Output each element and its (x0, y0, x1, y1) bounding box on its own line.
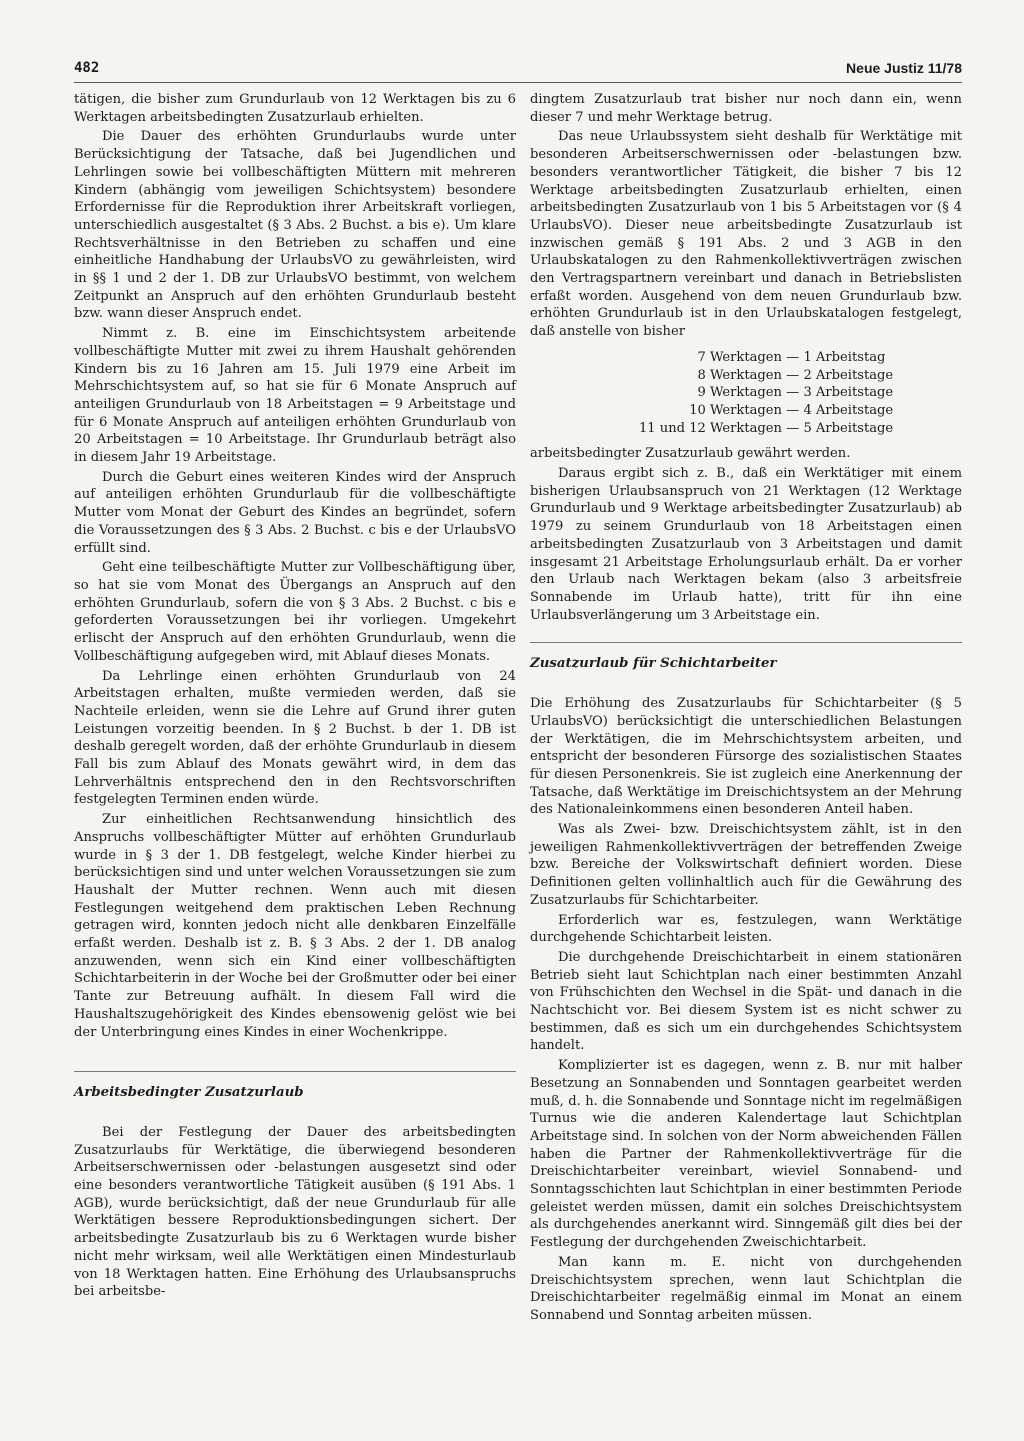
paragraph: Man kann m. E. nicht von durchgehenden Dreischichtsystem sprechen, wenn laut Schichtplan die Dreischichtarbeiter regelmäßig einmal im Monat an einem Sonnabend und Sonntag arbeiten müssen. (530, 1254, 962, 1323)
table-row (530, 367, 962, 385)
paragraph: arbeitsbedingter Zusatzurlaub gewährt werden. (530, 446, 851, 462)
header-rule (74, 82, 962, 83)
paragraph: Zur einheitlichen Rechtsanwendung hinsichtlich des Anspruchs vollbeschäftigter Mütter auf erhöhten Grundurlaub wurde in § 3 der 1. DB festgelegt, welche Kinder hierbei zu berücksichtigen sind und unter welchen Voraussetzungen sie zum Haushalt der Mutter rechnen. Wenn auch mit diesen Festlegungen weitgehend dem praktischen Leben Rechnung getragen wird, konnten jedoch nicht alle denkbaren Einzelfälle erfaßt werden. Deshalb ist z. B. § 3 Abs. 2 der 1. DB analog anzuwenden, wenn sich ein Kind einer vollbeschäftigten Schichtarbeiterin in der Woche bei der Großmutter oder bei einer Tante zur Betreuung aufhält. In diesem Fall wird die Haushaltszugehörigkeit des Kindes ebensowenig gelöst wie bei der Unterbringung eines Kindes in einer Wochenkrippe. (74, 812, 516, 1040)
paragraph: Das neue Urlaubssystem sieht deshalb für Werktätige mit besonderen Arbeitserschwernissen oder -belastungen bzw. besonders verantwortlicher Tätigkeit, die bisher 7 bis 12 Werktage arbeitsbedingten Zusatzurlaub erhielten, einen arbeitsbedingten Zusatzurlaub von 1 bis 5 Arbeitstagen vor (§ 4 UrlaubsVO). Dieser neue arbeitsbedingte Zusatzurlaub ist inzwischen gemäß § 191 Abs. 2 und 3 AGB in den Urlaubskatalogen zu den Rahmenkollektivverträgen zwischen den Vertragspartnern vereinbart und danach in Betriebslisten erfaßt worden. Ausgehend von dem neuen Grundurlaub bzw. erhöhten Grundurlaub ist in den Urlaubskatalogen festgelegt, daß anstelle von bisher (530, 129, 962, 340)
table-cell-new: — 5 Arbeitstage (786, 420, 894, 436)
table-row (530, 349, 962, 367)
table-cell-new: — 3 Arbeitstage (786, 385, 894, 401)
table-cell-new: — 2 Arbeitstage (786, 367, 894, 383)
paragraph: Die durchgehende Dreischichtarbeit in einem stationären Betrieb sieht laut Schichtplan nach einer bestimmten Anzahl von Frühschichten den Wechsel in die Spät- und danach in die Nachtschicht vor. Bei diesem System ist es nicht schwer zu bestimmen, daß es sich um ein durchgehendes Schichtsystem handelt. (530, 949, 962, 1054)
section-heading: Zusatzurlaub für Schichtarbeiter (530, 642, 962, 673)
table-row (530, 384, 962, 402)
left-column (74, 91, 516, 1301)
paragraph: dingtem Zusatzurlaub trat bisher nur noch dann ein, wenn dieser 7 und mehr Werktage betrug. (530, 92, 962, 125)
table-cell-old: 11 und 12 Werktagen (638, 420, 782, 436)
conversion-table (530, 349, 962, 438)
table-cell-old: 7 Werktagen (697, 349, 782, 365)
table-cell-old: 8 Werktagen (697, 367, 782, 383)
page-number: 482 (74, 60, 100, 76)
paragraph: Die Erhöhung des Zusatzurlaubs für Schichtarbeiter (§ 5 UrlaubsVO) berücksichtigt die unterschiedlichen Belastungen der Werktätigen, die im Mehrschichtsystem arbeiten, und entspricht der besonderen Fürsorge des sozialistischen Staates für diesen Personenkreis. Sie ist zugleich eine Anerkennung der Tatsache, daß Werktätige im Dreischichtsystem an der Mehrung des Nationaleinkommens einen besonderen Anteil haben. (530, 696, 962, 818)
table-row (530, 420, 962, 438)
page-header (74, 60, 962, 82)
paragraph: Da Lehrlinge einen erhöhten Grundurlaub von 24 Arbeitstagen erhalten, mußte vermieden werden, daß sie Nachteile erleiden, wenn sie die Lehre auf Grund ihrer guten Leistungen vorzeitig beenden. In § 2 Buchst. b der 1. DB ist deshalb geregelt worden, daß der erhöhte Grundurlaub in diesem Fall bis zum Ablauf des Monats gewährt wird, in dem das Lehrverhältnis entsprechend den in den Rechtsvorschriften festgelegten Terminen enden würde. (74, 668, 516, 808)
table-row (530, 402, 962, 420)
paragraph: Durch die Geburt eines weiteren Kindes wird der Anspruch auf anteiligen erhöhten Grundurlaub für die vollbeschäftigte Mutter vom Monat der Geburt des Kindes an begründet, sofern die Voraussetzungen des § 3 Abs. 2 Buchst. c bis e der UrlaubsVO erfüllt sind. (74, 469, 516, 556)
paragraph: Komplizierter ist es dagegen, wenn z. B. nur mit halber Besetzung an Sonnabenden und Sonntagen gearbeitet werden muß, d. h. die Sonnabende und Sonntage nicht im regelmäßigen Turnus wie die anderen Kalendertage laut Schichtplan Arbeitstage sind. In solchen von der Norm abweichenden Fällen haben die Partner der Rahmenkollektivverträge für die Dreischichtarbeiter vereinbart, wieviel Sonnabend- und Sonntagsschichten laut Schichtplan in einer bestimmten Periode geleistet werden müssen, damit ein solches Dreischichtsystem als durchgehendes anerkannt wird. Sinngemäß gilt dies bei der Festlegung der durchgehenden Zweischichtarbeit. (530, 1058, 962, 1251)
paragraph: Geht eine teilbeschäftigte Mutter zur Vollbeschäftigung über, so hat sie vom Monat des Übergangs an Anspruch auf den erhöhten Grundurlaub, sofern die von § 3 Abs. 2 Buchst. c bis e geforderten Voraussetzungen bei ihr vorliegen. Umgekehrt erlischt der Anspruch auf den erhöhten Grundurlaub, wenn die Vollbeschäftigung aufgegeben wird, mit Ablauf dieses Monats. (74, 560, 516, 664)
paragraph: tätigen, die bisher zum Grundurlaub von 12 Werktagen bis zu 6 Werktagen arbeitsbedingten Zusatzurlaub erhielten. (74, 92, 516, 125)
paragraph: Erforderlich war es, festzulegen, wann Werktätige durchgehende Schichtarbeit leisten. (530, 912, 962, 946)
table-cell-old: 10 Werktagen (689, 402, 782, 418)
paragraph: Daraus ergibt sich z. B., daß ein Werktätiger mit einem bisherigen Urlaubsanspruch von 21 Werktagen (12 Werktage Grundurlaub und 9 Werktage arbeitsbedingter Zusatzurlaub) ab 1979 zu seinem Grundurlaub von 18 Arbeitstagen einen arbeitsbedingten Zusatzurlaub von 3 Arbeitstagen und damit insgesamt 21 Arbeitstage Erholungsurlaub erhält. Da er vorher den Urlaub nach Werktagen bekam (also 3 arbeitsfreie Sonnabende im Urlaub hatte), tritt für ihn eine Urlaubsverlängerung um 3 Arbeitstage ein. (530, 466, 962, 623)
journal-title: Neue Justiz 11/78 (846, 60, 962, 76)
paragraph: Was als Zwei- bzw. Dreischichtsystem zählt, ist in den jeweiligen Rahmenkollektivverträgen der betreffenden Zweige bzw. Bereiche der Volkswirtschaft definiert worden. Diese Definitionen gelten vollinhaltlich auch für die Gewährung des Zusatzurlaubs für Schichtarbeiter. (530, 822, 962, 908)
table-cell-new: — 1 Arbeitstag (786, 349, 886, 365)
paragraph: Bei der Festlegung der Dauer des arbeitsbedingten Zusatzurlaubs für Werktätige, die überwiegend besonderen Arbeitserschwernissen oder -belastungen ausgesetzt sind oder eine besonders verantwortliche Tätigkeit ausüben (§ 191 Abs. 1 AGB), wurde berücksichtigt, daß der neue Grundurlaub für alle Werktätigen bessere Reproduktionsbedingungen sichert. Der arbeitsbedingte Zusatzurlaub bis zu 6 Werktagen wurde bisher nicht mehr wirksam, weil alle Werktätigen einen Mindesturlaub von 18 Werktagen hatten. Eine Erhöhung des Urlaubsanspruchs bei arbeitsbe- (74, 1124, 516, 1300)
paragraph: Die Dauer des erhöhten Grundurlaubs wurde unter Berücksichtigung der Tatsache, daß bei Jugendlichen und Lehrlingen sowie bei vollbeschäftigten Müttern mit mehreren Kindern (abhängig vom jeweiligen Schichtsystem) besondere Erfordernisse für die Reproduktion ihrer Arbeitskraft vorliegen, unterschiedlich ausgestaltet (§ 3 Abs. 2 Buchst. a bis e). Um klare Rechtsverhältnisse in den Betrieben zu schaffen und eine einheitliche Handhabung der UrlaubsVO zu gewährleisten, wird in §§ 1 und 2 der 1. DB zur UrlaubsVO bestimmt, von welchem Zeitpunkt an Anspruch auf den erhöhten Grundurlaub besteht bzw. wann dieser Anspruch endet. (74, 129, 516, 322)
section-heading: Arbeitsbedingter Zusatzurlaub (74, 1071, 516, 1102)
table-cell-old: 9 Werktagen (697, 385, 782, 401)
right-column (530, 91, 962, 1325)
table-cell-new: — 4 Arbeitstage (786, 402, 894, 418)
paragraph: Nimmt z. B. eine im Einschichtsystem arbeitende vollbeschäftigte Mutter mit zwei zu ihrem Haushalt gehörenden Kindern bis zu 16 Jahren am 15. Juli 1979 eine Arbeit im Mehrschichtsystem auf, so hat sie für 6 Monate Anspruch auf anteiligen Grundurlaub von 18 Arbeitstagen = 9 Arbeitstage und für 6 Monate Anspruch auf anteiligen erhöhten Grundurlaub von 20 Arbeitstagen = 10 Arbeitstage. Ihr Grundurlaub beträgt also in diesem Jahr 19 Arbeitstage. (74, 326, 516, 466)
